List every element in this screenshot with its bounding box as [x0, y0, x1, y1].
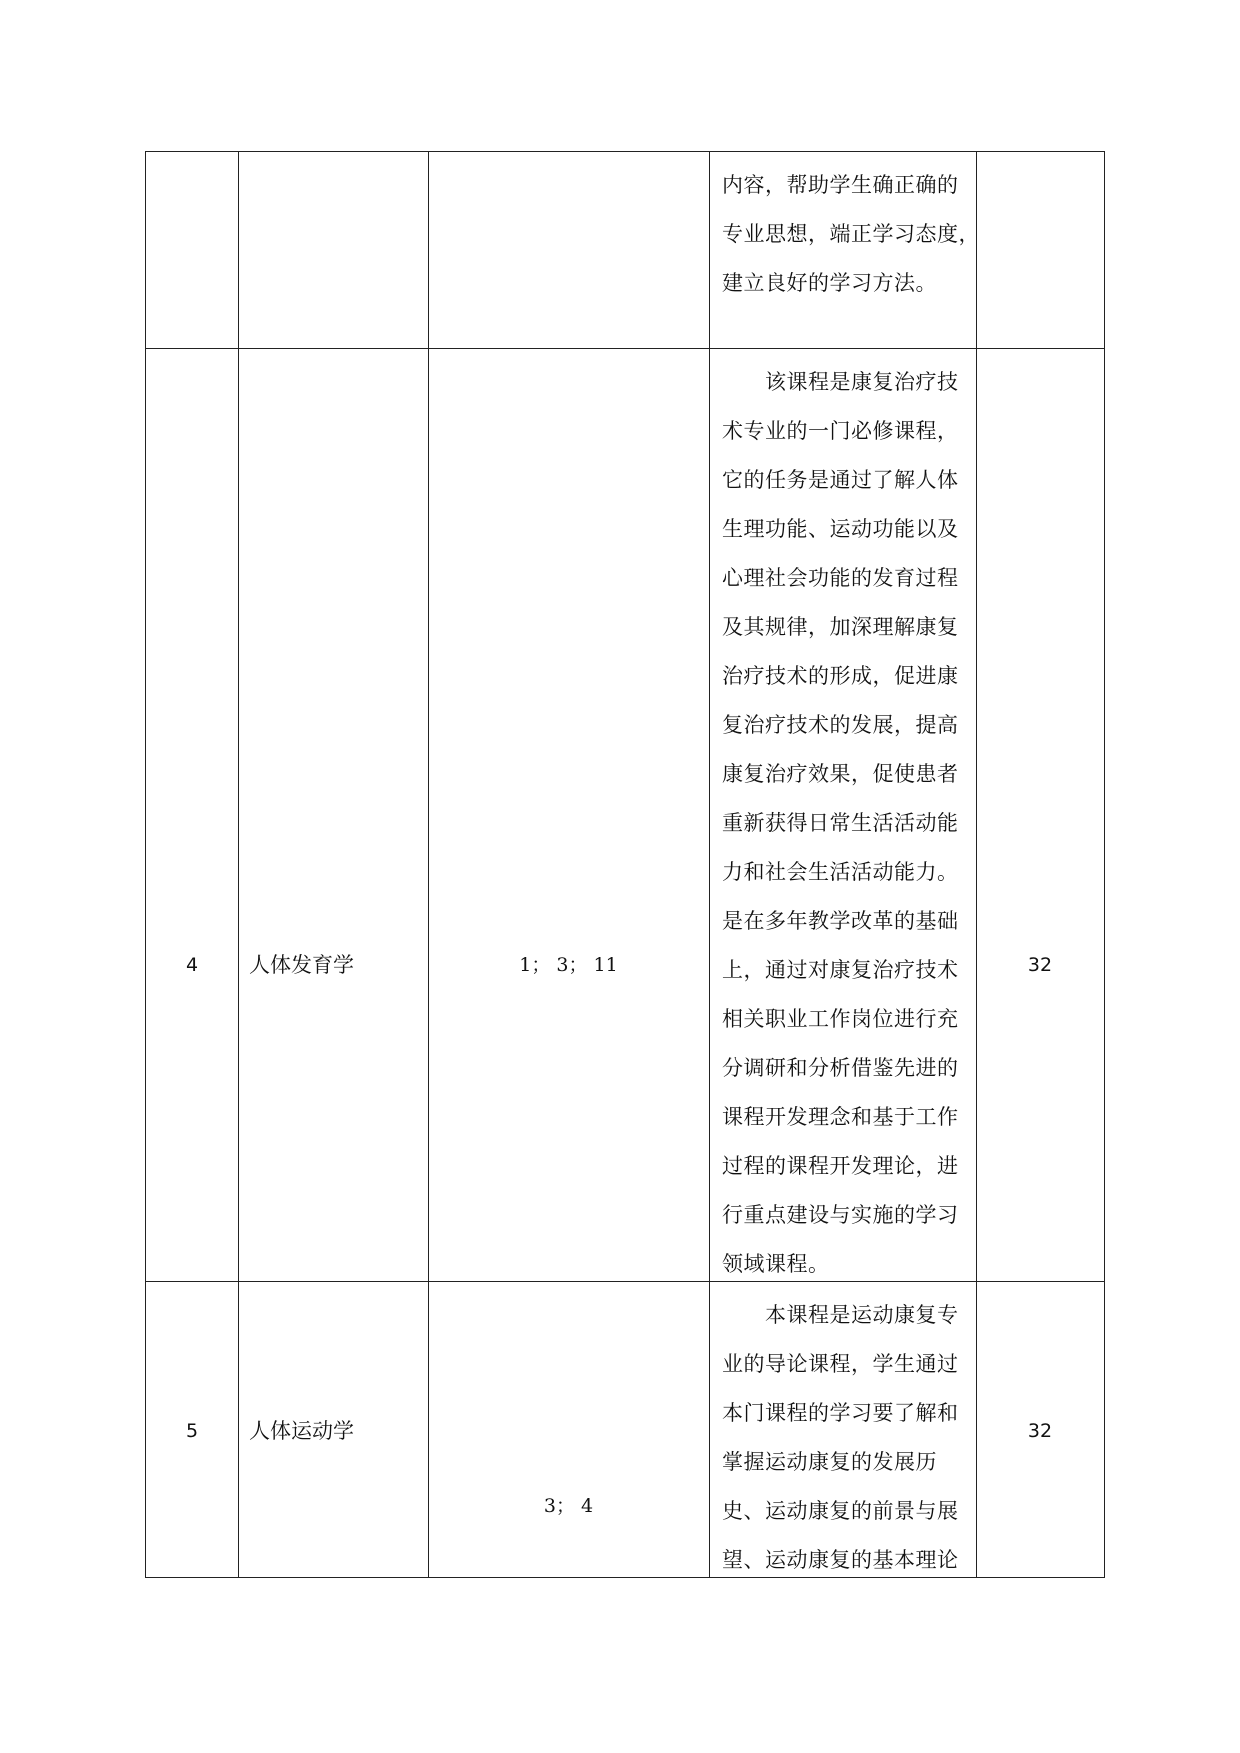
description-line: 心理社会功能的发育过程 [722, 566, 959, 590]
description-line: 行重点建设与实施的学习 [722, 1203, 959, 1227]
description-cell [722, 358, 977, 1289]
description-line: 本门课程的学习要了解和 [722, 1401, 959, 1425]
description-line: 力和社会生活活动能力。 [722, 860, 959, 884]
course-codes: 1； 3； 11 [519, 954, 618, 976]
description-line: 业的导论课程，学生通过 [722, 1352, 959, 1376]
description-line: 重新获得日常生活活动能 [722, 811, 959, 835]
description-line: 上，通过对康复治疗技术 [722, 958, 959, 982]
description-line: 该课程是康复治疗技 [722, 370, 959, 394]
course-name: 人体发育学 [249, 953, 354, 977]
description-line: 康复治疗效果，促使患者 [722, 762, 959, 786]
course-name: 人体运动学 [249, 1419, 354, 1443]
description-cell [722, 161, 980, 308]
column-divider [238, 152, 239, 1577]
description-line: 是在多年教学改革的基础 [722, 909, 959, 933]
description-line: 建立良好的学习方法。 [722, 271, 937, 295]
course-table [145, 151, 1105, 1578]
description-line: 生理功能、运动功能以及 [722, 517, 959, 541]
description-line: 本课程是运动康复专 [722, 1303, 959, 1327]
description-line: 过程的课程开发理论，进 [722, 1154, 959, 1178]
description-cell [722, 1291, 977, 1585]
description-line: 望、运动康复的基本理论 [722, 1548, 959, 1572]
course-codes: 3； 4 [543, 1495, 594, 1517]
row-hours: 32 [1027, 1420, 1053, 1442]
description-line: 它的任务是通过了解人体 [722, 468, 959, 492]
column-divider [428, 152, 429, 1577]
row-divider [146, 348, 1104, 349]
description-line: 史、运动康复的前景与展 [722, 1499, 959, 1523]
description-line: 内容，帮助学生确正确的 [722, 173, 959, 197]
description-line: 领域课程。 [722, 1252, 830, 1276]
row-index: 5 [185, 1420, 199, 1442]
description-line: 掌握运动康复的发展历 [722, 1450, 937, 1474]
description-line: 相关职业工作岗位进行充 [722, 1007, 959, 1031]
row-hours: 32 [1027, 954, 1053, 976]
column-divider [709, 152, 710, 1577]
description-line: 及其规律，加深理解康复 [722, 615, 959, 639]
description-line: 治疗技术的形成，促进康 [722, 664, 959, 688]
description-line: 分调研和分析借鉴先进的 [722, 1056, 959, 1080]
description-line: 术专业的一门必修课程， [722, 419, 959, 443]
description-line: 复治疗技术的发展，提高 [722, 713, 959, 737]
description-line: 专业思想，端正学习态度， [722, 222, 980, 246]
row-index: 4 [185, 954, 199, 976]
description-line: 课程开发理念和基于工作 [722, 1105, 959, 1129]
